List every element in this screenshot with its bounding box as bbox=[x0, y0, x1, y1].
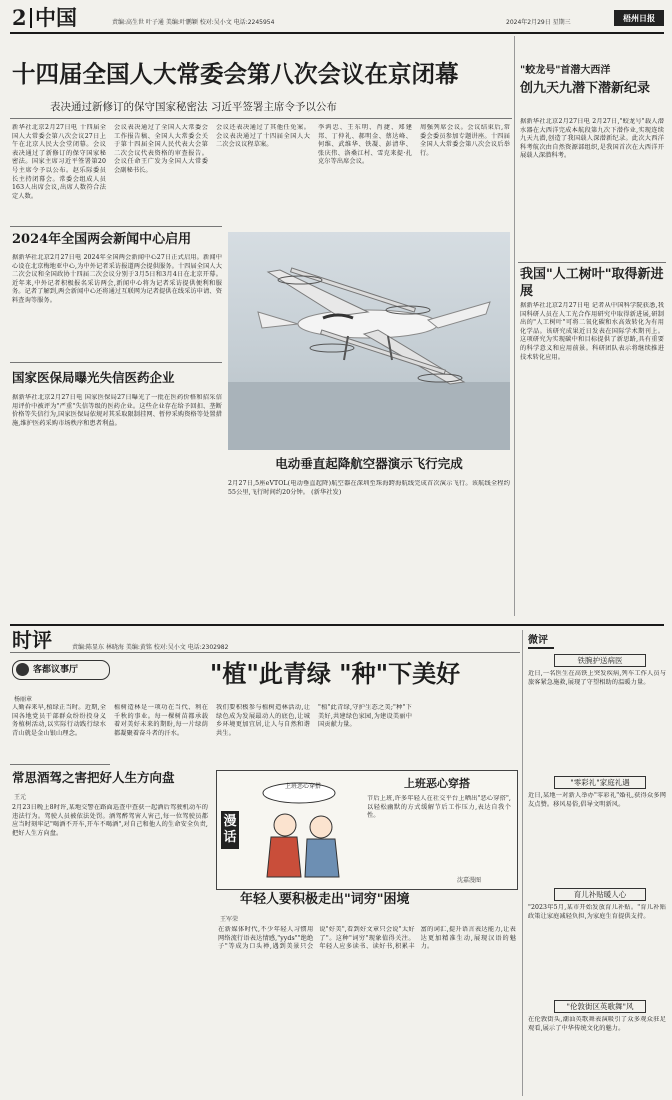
commentary-title: "植"此青绿 "种"下美好 bbox=[209, 659, 461, 688]
weiping-body3: "2023年5月,某市开始发放育儿补贴。"育儿补贴政策让家庭减轻负担,为家庭生育提供支持。 bbox=[528, 904, 666, 920]
medical-body: 据新华社北京2月27日电 国家医保局27日曝光了一批在医药价格和招采信用评价中被评为"严重"失信等级的医药企业。这些企业存在给予回扣、垄断价格等失信行为,国家医保局依规对其采取限制挂网、暂停采购资格等处置措施,维护医药采购市场秩序和患者利益。 bbox=[12, 394, 222, 427]
lead-body-col1: 新华社北京2月27日电 十四届全国人大常委会第八次会议27日上午在北京人民大会堂闭幕。会议表决通过了新修订的保守国家秘密法。国家主席习近平签署第20号主席令予以公布。赵乐际委员长主持闭幕会。常委会组成人员163人出席会议,出席人数符合法定人数。 bbox=[12, 124, 106, 200]
ai-leaf-title: 我国"人工树叶"取得新进展 bbox=[520, 267, 664, 299]
cartoon-credit: 沈嘉漫图 bbox=[457, 877, 482, 884]
photo-text-body: 2月27日,5座eVTOL(电动垂直起降)航空器在深圳至珠海跨海航线完成首次演示飞行。该航线全程约55公里,飞行时间约20分钟。 bbox=[228, 480, 510, 496]
lead-title: 十四届全国人大常委会第八次会议在京闭幕 bbox=[12, 60, 459, 88]
weiping-tag3: 育儿补贴暖人心 bbox=[554, 888, 646, 901]
masthead bbox=[10, 6, 664, 32]
drink-title: 常思酒驾之害把好人生方向盘 bbox=[12, 770, 175, 785]
aircraft-illustration bbox=[228, 232, 510, 450]
issue-date: 2024年2月29日 星期三 bbox=[506, 19, 571, 26]
news-center-title: 2024年全国两会新闻中心启用 bbox=[12, 232, 192, 247]
young-author: 王军荣 bbox=[220, 916, 239, 923]
guest-icon bbox=[16, 663, 29, 676]
drink-body: 2月23日晚上8时许,某地交警在路面巡查中查获一起酒后驾驶机动车的违法行为。驾驶人员被依法处罚。酒驾醉驾害人害己,每一位驾驶员都应当时刻牢记"喝酒不开车,开车不喝酒",对自己和他人的生命安全负责,把好人生方向盘。 bbox=[12, 804, 208, 837]
evtol-photo bbox=[228, 232, 510, 450]
commentary-section-title: 时评 bbox=[12, 628, 52, 652]
editor-line: 责编:高生世 叶子通 美编:叶鹏颖 校对:吴小文 电话:2245954 bbox=[112, 19, 275, 26]
lead-body-col2: 会议表决通过了全国人大常委会工作报告稿、全国人大常委会关于第十四届全国人民代表大会第二次会议代表资格的审查报告。会议任命王广发为全国人大常委会副秘书长。 bbox=[114, 124, 208, 174]
commentary-body-col1: 人勤春来早,植绿正当时。近期,全国各地党员干部群众纷纷投身义务植树活动,以实际行动践行绿水青山就是金山银山理念。 bbox=[12, 704, 106, 737]
medical-title: 国家医保局曝光失信医药企业 bbox=[12, 370, 175, 385]
guest-column-tag bbox=[12, 660, 110, 680]
cartoon-label: 漫话 bbox=[221, 811, 239, 849]
photo-credit: (新华社发) bbox=[311, 488, 342, 496]
news-center-body: 据新华社北京2月27日电 2024年全国两会新闻中心27日正式启用。新闻中心设在北京梅地亚中心,为中外记者采访报道两会提供服务。十四届全国人大二次会议和全国政协十四届二次会议分别于3月5日和3月4日在北京开幕。近年来,中外记者积极报名采访两会,新闻中心将为记者采访提供便利和服务。记者了解到,两会新闻中心还将通过互联网为记者提供在线采访申请、资料查询等服务。 bbox=[12, 254, 222, 304]
jiaolong-body: 据新华社北京2月27日电 2月27日,"蛟龙号"载人潜水器在大西洋完成本航段第九次下潜作业,实现连续九天九潜,创造了我国载人深潜新纪录。此次大西洋科考航次由自然资源部组织,是我国首次在大西洋开展载人深潜科考。 bbox=[520, 118, 664, 160]
cartoon-title: 上班恶心穿搭 bbox=[404, 777, 470, 790]
ai-leaf-body: 据新华社北京2月27日电 记者从中国科学院获悉,我国科研人员在人工光合作用研究中取得新进展,研制出的"人工树叶"可将二氧化碳和水高效转化为有用化学品。该研究成果近日发表在国际学术期刊上。这项研究为实现碳中和目标提供了新思路,具有重要的科学意义和应用前景。科研团队表示将继续推进技术转化应用。 bbox=[520, 302, 664, 361]
jiaolong-kicker: "蛟龙号"首潜大西洋 bbox=[520, 65, 611, 76]
cartoon-box bbox=[216, 770, 518, 890]
commentary-editor-line: 责编:陈显东 林晓海 美编:黄铭 校对:吴小文 电话:2302982 bbox=[72, 644, 229, 651]
cartoon-bubble-text: 上班恶心穿搭 bbox=[284, 783, 321, 790]
lead-body-col4: 李鸿忠、王东明、肖捷、郑建邦、丁仲礼、郝明金、蔡达峰、何维、武维华、铁凝、彭清华、张庆伟、洛桑江村、雪克来提·扎克尔等出席会议。 bbox=[318, 124, 412, 166]
commentary-body-col4: "植"此青绿,守护生态之美;"种"下美好,共建绿色家园,为建设美丽中国贡献力量。 bbox=[318, 704, 412, 729]
paper-logo: 梧州日报 bbox=[614, 10, 664, 26]
lead-subtitle: 表决通过新修订的保守国家秘密法 习近平签署主席令予以公布 bbox=[50, 101, 337, 113]
cartoon-drawing bbox=[247, 777, 357, 883]
cartoon-body: 节后上班,许多年轻人在社交平台上晒出"恶心穿搭",以轻松幽默的方式缓解节后工作压力,表达自我个性。 bbox=[367, 795, 511, 820]
commentary-body-col2: 植树造林是一项功在当代、利在千秋的事业。每一棵树苗都承载着对美好未来的期盼,每一片绿荫都凝聚着奋斗者的汗水。 bbox=[114, 704, 208, 737]
commentary-author: 杨丽章 bbox=[14, 696, 33, 703]
commentary-body-col3: 我们要积极参与植树造林活动,让绿色成为发展最动人的底色,让城乡环境更加宜居,让人与自然和谐共生。 bbox=[216, 704, 310, 737]
photo-text bbox=[228, 480, 510, 570]
drink-author: 王元 bbox=[14, 794, 27, 801]
weiping-body4: 在伦敦街头,潮汕英歌舞表演吸引了众多观众驻足观看,展示了中华传统文化的魅力。 bbox=[528, 1016, 666, 1032]
jiaolong-title: 创九天九潜下潜新纪录 bbox=[520, 81, 651, 96]
guest-label: 客都议事厅 bbox=[33, 665, 79, 675]
young-body: 在新媒体时代,不少年轻人习惯用网络流行语表达情感,"yyds""绝绝子"等成为口头禅,遇到美景只会说"好美",看到好文章只会说"太好了"。这种"词穷"现象值得关注。年轻人应多读书、读好书,积累丰富的词汇,提升语言表达能力,让表达更加精准生动,展现汉语的魅力。 bbox=[218, 926, 516, 951]
weiping-tag1: 铁腕护送病医 bbox=[554, 654, 646, 667]
section-title: 中国 bbox=[35, 5, 77, 30]
weiping-tag4: "伦敦街区英歌舞"风 bbox=[554, 1000, 646, 1013]
weiping-tag2: "零彩礼"家庭礼遇 bbox=[554, 776, 646, 789]
lead-body-col5: 周强列席会议。会议结束后,常委会委员参加专题讲座。十四届全国人大常委会第八次会议后举行。 bbox=[420, 124, 510, 157]
weiping-body1: 近日,一名医生在高铁上突发疾病,列车工作人员与旅客紧急施救,展现了守望相助的温暖力量。 bbox=[528, 670, 666, 686]
page-number: 2 bbox=[12, 5, 27, 30]
lead-body-col3: 会议还表决通过了其他任免案。会议表决通过了十四届全国人大二次会议议程草案。 bbox=[216, 124, 310, 149]
photo-caption: 电动垂直起降航空器演示飞行完成 bbox=[275, 456, 463, 471]
weiping-title: 微评 bbox=[528, 634, 554, 649]
young-title: 年轻人要积极走出"词穷"困境 bbox=[240, 892, 410, 907]
weiping-body2: 近日,某地一对新人举办"零彩礼"婚礼,获得众多网友点赞。移风易俗,倡导文明新风。 bbox=[528, 792, 666, 808]
